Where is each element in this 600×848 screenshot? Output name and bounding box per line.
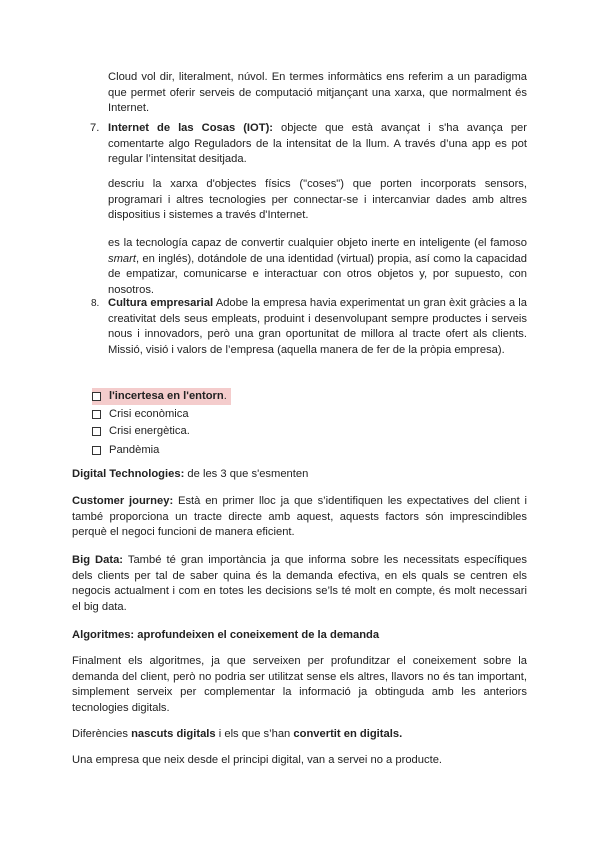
big-data-paragraph (72, 553, 527, 615)
customer-journey-heading: Customer journey: (72, 495, 174, 507)
checklist-label: Crisi energètica. (109, 425, 190, 437)
checklist-label: l'incertesa en l'entorn (109, 390, 224, 402)
checklist-item[interactable] (92, 424, 190, 439)
digital-tech-heading: Digital Technologies: (72, 468, 185, 480)
big-data-heading: Big Data: (72, 554, 124, 566)
checklist-item[interactable] (92, 388, 231, 405)
iot-heading: Internet de las Cosas (IOT): (108, 122, 274, 134)
list-number-7: 7. (90, 122, 100, 134)
algoritmes-heading (72, 628, 527, 644)
differences-line (72, 727, 527, 743)
checkbox-icon[interactable] (92, 427, 101, 436)
iot-paragraph-1: descriu la xarxa d'objectes físics ("coses") que porten incorporats sensors, programari i altres tecnologies per connectar-se i intercanviar dades amb altres dispositius i sistemes a través d'Internet. (108, 178, 527, 222)
culture-item (108, 296, 527, 358)
checkbox-icon[interactable] (92, 392, 101, 401)
highlight (92, 388, 231, 405)
list-number-8: 8. (91, 298, 100, 309)
checklist-label: Crisi econòmica (109, 408, 189, 420)
iot-paragraph-2 (108, 236, 527, 298)
culture-text: Adobe la empresa havia experimentat un gran èxit gràcies a la creativitat dels seus empleats, produint i desenvolupant sempre productes i serveis nous i innovadors, però una gran oportunitat de millora al tracte ofert als clients. Missió, visió i valors de l’empresa (aquella manera de fer de la pròpia empresa). (108, 297, 527, 356)
iot-p2-after: , en inglés), dotándole de una identidad (virtual) propia, así como la capacidad de empatizar, comunicarse e interactuar con otros objetos y, por supuesto, con nosotros. (108, 252, 527, 296)
checklist-item[interactable] (92, 407, 189, 422)
digital-tech-line (72, 467, 527, 483)
iot-p2-before: es la tecnología capaz de convertir cualquier objeto inerte en inteligente (el famoso (108, 237, 527, 249)
big-data-text: També té gran importància ja que informa sobre les necessitats específiques dels clients per tal de saber quina és la demanda efectiva, en els quals se centren els negocis actualment i com en totes les decisions se’ls té molt en compte, és molt necessari el big data. (72, 554, 528, 613)
checkbox-icon[interactable] (92, 446, 101, 455)
digital-tech-text: de les 3 que s'esmenten (184, 468, 309, 480)
differences-b1: nascuts digitals (131, 728, 216, 740)
algoritmes-heading-text: Algoritmes: aprofundeixen el coneixement de la demanda (72, 629, 380, 641)
differences-b2: convertit en digitals. (293, 728, 403, 740)
checklist-item[interactable] (92, 443, 159, 458)
checklist-suffix: . (223, 390, 227, 402)
final-paragraph: Una empresa que neix desde el principi digital, van a servei no a producte. (72, 754, 443, 766)
customer-journey-text: Està en primer lloc ja que s’identifiquen les expectatives del client i també proporciona un tracte directe amb aquest, aquests factors són imprescindibles perquè el negoci funcioni de manera eficient. (72, 495, 527, 539)
culture-heading: Cultura empresarial (108, 297, 214, 309)
differences-t2: i els que s’han (215, 728, 294, 740)
iot-p2-italic: smart (108, 252, 136, 265)
algoritmes-paragraph: Finalment els algoritmes, ja que serveixen per profunditzar el coneixement sobre la demanda del client, però no podria ser utilitzat sense els altres, llavors no és tan important, simplement serveix per complementar la informació ja obtinguda amb les anteriors tecnologies digitals. (72, 655, 527, 714)
iot-item (108, 121, 527, 168)
customer-journey-paragraph (72, 494, 527, 541)
cloud-paragraph: Cloud vol dir, literalment, núvol. En termes informàtics ens referim a un paradigma que permet oferir serveis de computació mitjançant una xarxa, que normalment és Internet. (108, 71, 527, 115)
differences-t1: Diferències (72, 728, 132, 740)
iot-text: objecte que està avançat i s'ha avança per comentarte algo Reguladors de la intensitat de la llum. A través d’una app es pot regular l’intensitat desitjada. (108, 122, 527, 166)
checkbox-icon[interactable] (92, 410, 101, 419)
checklist-label: Pandèmia (109, 444, 160, 456)
